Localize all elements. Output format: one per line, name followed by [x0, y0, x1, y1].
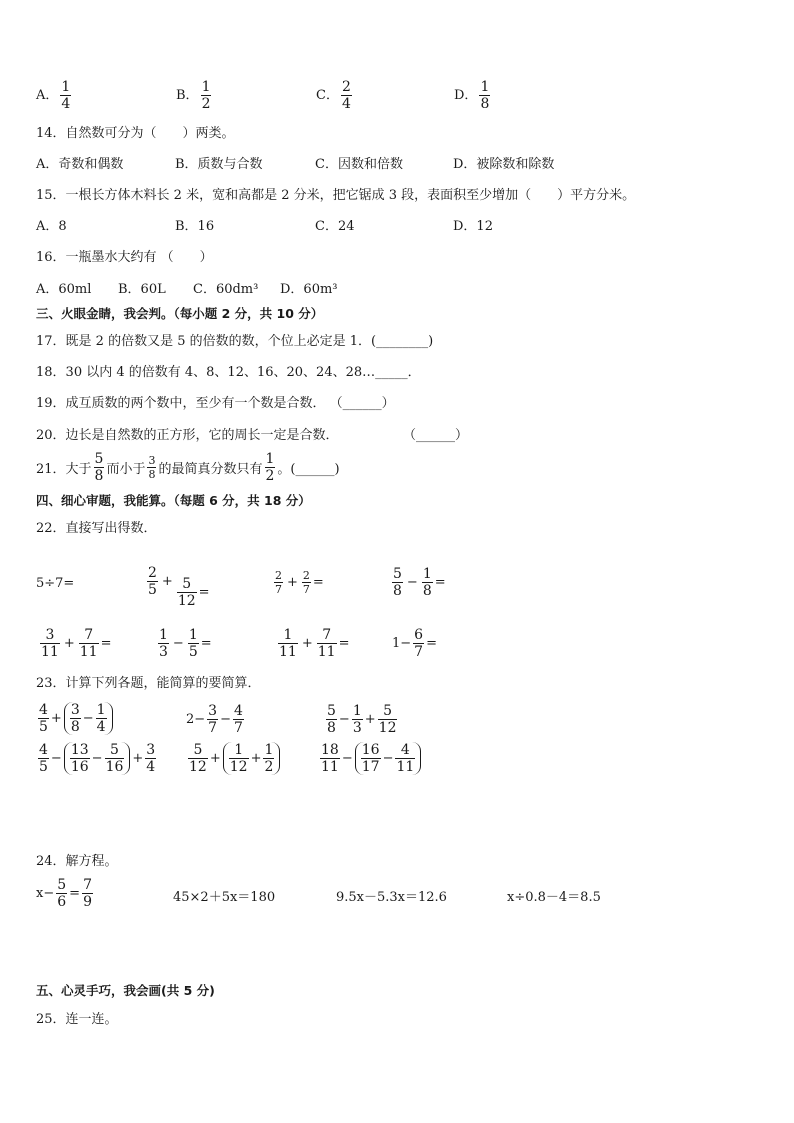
- fraction: $\frac{1}{3}$: [159, 627, 168, 660]
- q16-option-b: B．60L: [118, 282, 166, 297]
- q21-statement: 21．大于 $\frac{5}{8}$ 而小于 $\frac{3}{8}$ 的最简真分数只有 $\frac{1}{2}$ 。(______): [36, 451, 340, 484]
- q22-expr-7: $\frac{1}{11}$ + $\frac{7}{11}$ =: [279, 627, 350, 660]
- q24-equation-4: x÷0.8－4＝8.5: [507, 890, 601, 905]
- q14-option-c: C．因数和倍数: [315, 157, 403, 172]
- q15-option-d: D．12: [453, 219, 493, 234]
- q24-equation-2: 45×2＋5x＝180: [173, 890, 276, 905]
- fraction: $\frac{5}{8}$: [393, 566, 402, 599]
- q18-statement: 18．30 以内 4 的倍数有 4、8、12、16、20、24、28…_____．: [36, 365, 421, 380]
- q20-statement: 20．边长是自然数的正方形，它的周长一定是合数．: [36, 428, 339, 443]
- fraction: $\frac{3}{11}$: [41, 627, 59, 660]
- q22-expr-1: 5÷7=: [36, 576, 75, 591]
- fraction: $\frac{7}{11}$: [317, 627, 336, 660]
- q22-expr-3: $\frac{2}{7}$ + $\frac{2}{7}$ =: [275, 569, 324, 596]
- q25-prompt: 25．连一连。: [36, 1012, 118, 1027]
- fraction: $\frac{1}{3}$: [352, 703, 362, 736]
- q13-option-a: A． $\frac{1}{4}$: [36, 79, 71, 112]
- q22-expr-5: $\frac{3}{11}$ + $\frac{7}{11}$ =: [41, 627, 112, 660]
- q15-question: 15．一根长方体木料长 2 米，宽和高都是 2 分米，把它锯成 3 段，表面积至少增加（ ）平方分米。: [36, 188, 636, 203]
- fraction: $\frac{1}{2}$: [201, 79, 211, 112]
- q15-option-a: A．8: [36, 219, 67, 234]
- q24-equation-1: x− $\frac{5}{6}$ = $\frac{7}{9}$: [36, 877, 92, 910]
- q23-expr-2b: $\frac{5}{12}$ + $\frac{1}{12}$ + $\frac{1}{2}$: [186, 742, 282, 775]
- fraction: $\frac{2}{7}$: [302, 569, 310, 596]
- q13-option-c: C． $\frac{2}{4}$: [316, 79, 351, 112]
- q15-option-b: B．16: [175, 219, 215, 234]
- q13-option-b: B． $\frac{1}{2}$: [176, 79, 211, 112]
- fraction: $\frac{5}{8}$: [94, 451, 104, 484]
- fraction: $\frac{2}{7}$: [275, 569, 282, 596]
- section-4-heading: 四、细心审题，我能算。（每题 6 分，共 18 分）: [36, 493, 311, 508]
- q24-equation-3: 9.5x－5.3x＝12.6: [336, 890, 447, 905]
- fraction: $\frac{5}{12}$: [378, 703, 397, 736]
- fraction: $\frac{6}{7}$: [414, 627, 424, 660]
- q23-expr-2a: $\frac{4}{5}$ − $\frac{13}{16}$ − $\frac{5}{16}$ + $\frac{3}{4}$: [39, 742, 156, 775]
- fraction: $\frac{4}{7}$: [234, 703, 243, 736]
- fraction: $\frac{1}{2}$: [264, 742, 274, 775]
- q23-expr-1a: $\frac{4}{5}$ + $\frac{3}{8}$ − $\frac{1}{4}$: [36, 702, 115, 735]
- fraction: $\frac{3}{8}$: [148, 454, 156, 481]
- fraction: $\frac{1}{11}$: [279, 627, 297, 660]
- fraction: $\frac{4}{5}$: [39, 702, 48, 735]
- parenthesis-group: $\frac{3}{8}$ − $\frac{1}{4}$: [64, 702, 113, 735]
- parenthesis-group: $\frac{13}{16}$ − $\frac{5}{16}$: [64, 742, 131, 775]
- q22-expr-6: $\frac{1}{3}$ − $\frac{1}{5}$ =: [159, 627, 212, 660]
- q14-option-a: A．奇数和偶数: [36, 157, 124, 172]
- q23-expr-1c: $\frac{5}{8}$ − $\frac{1}{3}$ + $\frac{5}{12}$: [327, 703, 397, 736]
- fraction: $\frac{1}{4}$: [61, 79, 71, 112]
- parenthesis-group: $\frac{16}{17}$ − $\frac{4}{11}$: [355, 742, 422, 775]
- q22-expr-4: $\frac{5}{8}$ − $\frac{1}{8}$ =: [393, 566, 446, 599]
- fraction: $\frac{1}{8}$: [480, 79, 490, 112]
- q22-prompt: 22．直接写出得数．: [36, 521, 157, 536]
- q16-option-d: D．60m³: [280, 282, 338, 297]
- q14-option-b: B．质数与合数: [175, 157, 263, 172]
- q14-question: 14．自然数可分为（ ）两类。: [36, 126, 235, 141]
- section-3-heading: 三、火眼金睛，我会判。（每小题 2 分，共 10 分）: [36, 306, 324, 321]
- q17-statement: 17．既是 2 的倍数又是 5 的倍数的数，个位上必定是 1．(________): [36, 334, 434, 349]
- fraction: $\frac{3}{7}$: [208, 703, 218, 736]
- fraction: $\frac{5}{12}$: [189, 742, 207, 775]
- fraction: $\frac{13}{16}$: [70, 742, 89, 775]
- q22-expr-2: $\frac{2}{5}$ + $\frac{5}{12}$ =: [148, 565, 210, 609]
- fraction: $\frac{5}{12}$: [177, 576, 196, 609]
- q22-expr-8: 1− $\frac{6}{7}$ =: [392, 627, 437, 660]
- fraction: $\frac{7}{11}$: [79, 627, 98, 660]
- section-5-heading: 五、心灵手巧，我会画(共 5 分): [36, 983, 215, 998]
- fraction: $\frac{2}{5}$: [148, 565, 157, 598]
- fraction: $\frac{3}{4}$: [146, 742, 156, 775]
- fraction: $\frac{5}{6}$: [57, 877, 67, 910]
- q19-statement: 19．成互质数的两个数中，至少有一个数是合数． （______）: [36, 396, 395, 411]
- fraction: $\frac{1}{2}$: [265, 451, 275, 484]
- fraction: $\frac{5}{8}$: [327, 703, 336, 736]
- fraction: $\frac{2}{4}$: [341, 79, 351, 112]
- q23-expr-2c: $\frac{18}{11}$ − $\frac{16}{17}$ − $\frac{4}{11}$: [318, 742, 423, 775]
- fraction: $\frac{7}{9}$: [83, 877, 92, 910]
- q16-question: 16．一瓶墨水大约有 （ ）: [36, 250, 213, 265]
- fraction: $\frac{1}{5}$: [188, 627, 198, 660]
- fraction: $\frac{3}{8}$: [70, 702, 80, 735]
- q24-prompt: 24．解方程。: [36, 854, 118, 869]
- q20-blank[interactable]: （______）: [403, 428, 469, 443]
- fraction: $\frac{5}{16}$: [105, 742, 124, 775]
- q14-option-d: D．被除数和除数: [453, 157, 555, 172]
- fraction: $\frac{1}{12}$: [229, 742, 248, 775]
- q15-option-c: C．24: [315, 219, 355, 234]
- fraction: $\frac{4}{11}$: [396, 742, 415, 775]
- q16-option-c: C．60dm³: [193, 282, 259, 297]
- fraction: $\frac{18}{11}$: [321, 742, 339, 775]
- q16-option-a: A．60ml: [36, 282, 92, 297]
- q23-prompt: 23．计算下列各题，能简算的要简算．: [36, 676, 261, 691]
- fraction: $\frac{1}{8}$: [422, 566, 432, 599]
- q13-option-d: D． $\frac{1}{8}$: [454, 79, 490, 112]
- fraction: $\frac{1}{4}$: [96, 702, 106, 735]
- q13-options: [36, 80, 492, 111]
- fraction: $\frac{4}{5}$: [39, 742, 48, 775]
- parenthesis-group: $\frac{1}{12}$ + $\frac{1}{2}$: [223, 742, 281, 775]
- fraction: $\frac{16}{17}$: [361, 742, 380, 775]
- q23-expr-1b: 2− $\frac{3}{7}$ − $\frac{4}{7}$: [186, 703, 243, 736]
